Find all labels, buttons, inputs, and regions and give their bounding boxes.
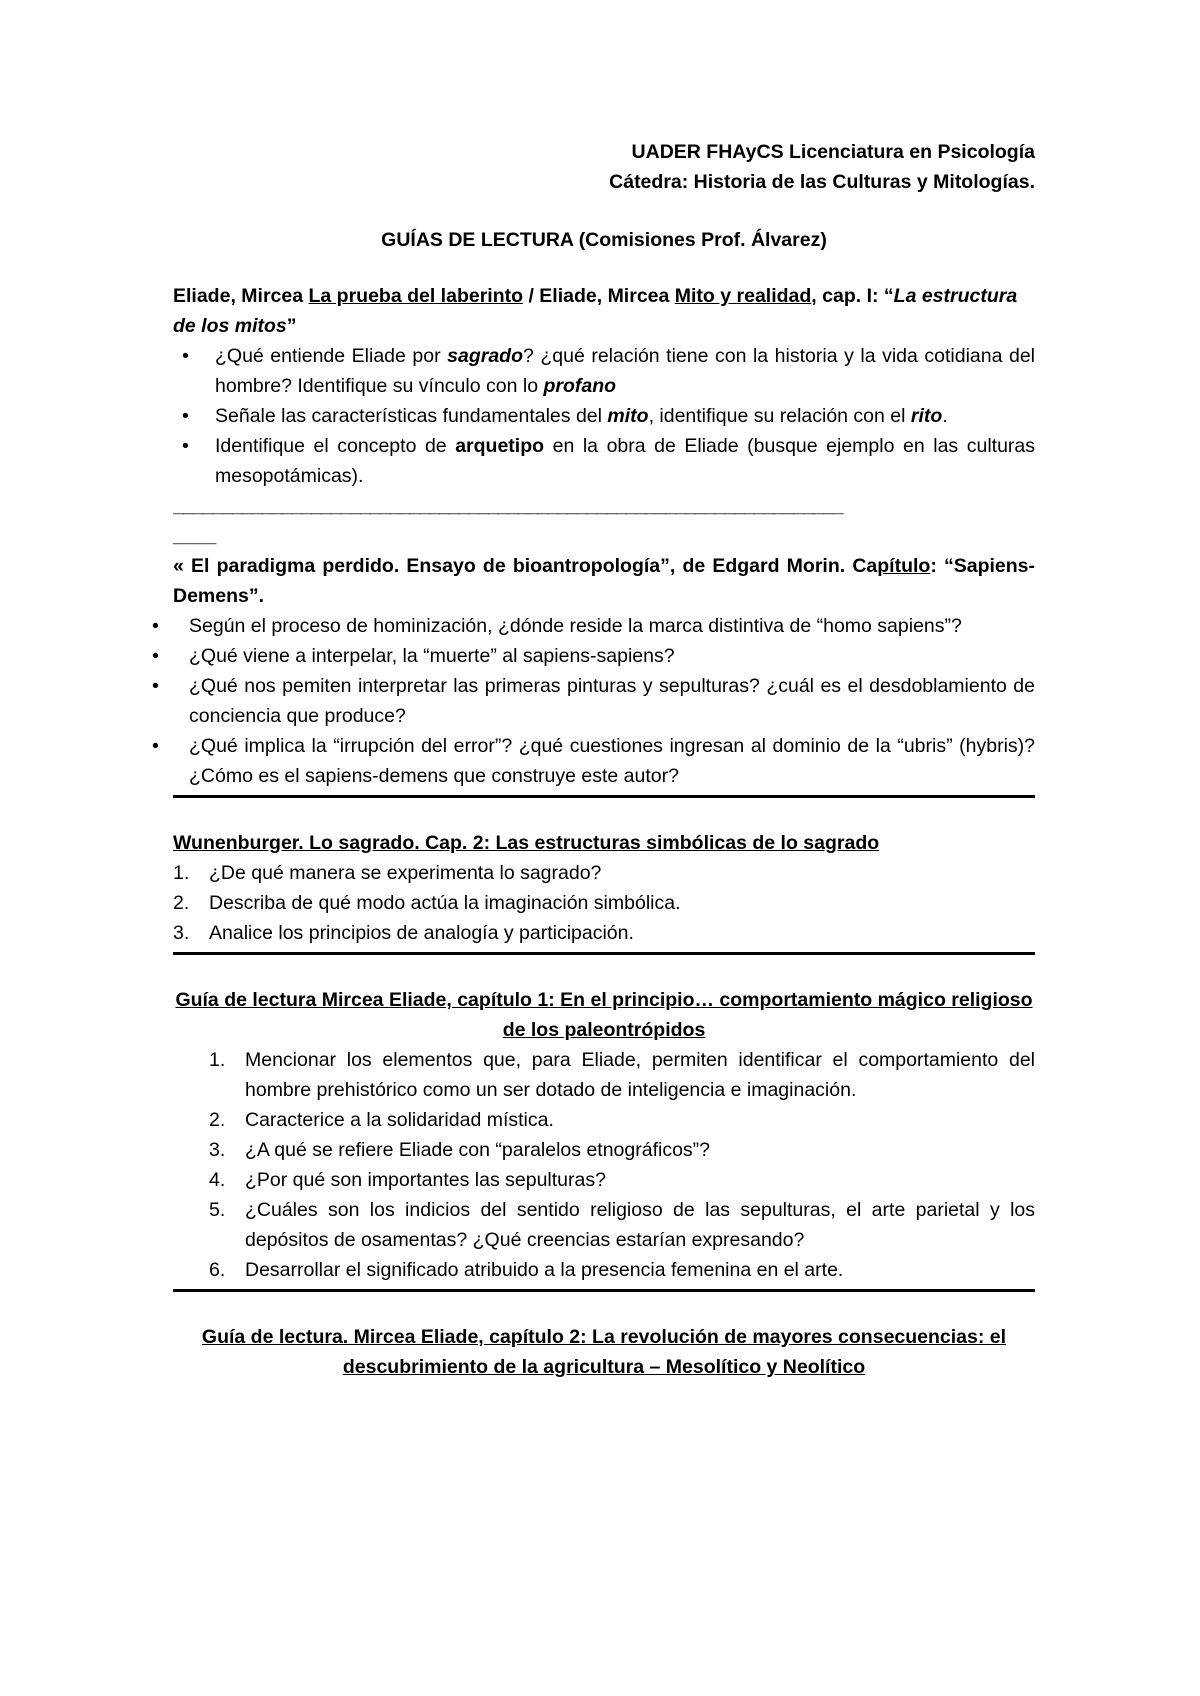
section4-title: Guía de lectura Mircea Eliade, capítulo 1: En el principio… comportamiento mágico religioso de los paleontrópidos [175,989,1033,1041]
header-chair: Cátedra: Historia de las Culturas y Mitologías. [609,171,1035,193]
list-item: • Según el proceso de hominización, ¿dónde reside la marca distintiva de “homo sapiens”? [180,611,1035,641]
list-item: 1. ¿De qué manera se experimenta lo sagrado? [173,862,602,884]
list-item: 4. ¿Por qué son importantes las sepulturas? [209,1169,606,1191]
list-item: 2. Caracterice a la solidaridad mística. [209,1109,554,1131]
ref-author-2: / Eliade, Mircea [523,285,675,307]
list-item: • ¿Qué nos pemiten interpretar las primeras pinturas y sepulturas? ¿cuál es el desdoblamiento de conciencia que produce? [180,671,1035,731]
section5-title: Guía de lectura. Mircea Eliade, capítulo 2: La revolución de mayores consecuencias: el descubrimiento de la agricultura – Mesolítico y Neolítico [201,1326,1007,1378]
section2-questions [180,611,1035,791]
ref-chapter-title: La estructura de los mitos [173,285,1018,337]
list-item: 1. Mencionar los elementos que, para Eliade, permiten identificar el comportamiento del hombre prehistórico como un ser dotado de inteligencia e imaginación. [209,1049,1035,1101]
divider [173,795,1035,798]
list-item: 5. ¿Cuáles son los indicios del sentido religioso de las sepulturas, el arte parietal y los depósitos de osamentas? ¿Qué creencias estarían expresando? [209,1199,1035,1251]
section4-questions [173,1045,1035,1285]
section3-title: Wunenburger. Lo sagrado. Cap. 2: Las estructuras simbólicas de lo sagrado [173,832,880,854]
list-item: 6. Desarrollar el significado atribuido a la presencia femenina en el arte. [209,1259,844,1281]
separator-line: ____________________________________________________________________ [173,495,843,517]
document-content [173,137,1035,1382]
section3-questions [173,858,1035,948]
divider [173,1289,1035,1292]
divider [173,952,1035,955]
ref-book-2: Mito y realidad [674,285,812,307]
ref-close-quote: ” [286,315,297,337]
list-item: • ¿Qué entiende Eliade por sagrado? ¿qué relación tiene con la historia y la vida cotidiana del hombre? Identifique su vínculo con lo profano [173,341,1035,401]
document-header [173,137,1035,197]
list-item: • Identifique el concepto de arquetipo en la obra de Eliade (busque ejemplo en las culturas mesopotámicas). [173,431,1035,491]
section1-questions [173,341,1035,491]
section1-reference [173,281,1035,341]
list-item: • ¿Qué viene a interpelar, la “muerte” al sapiens-sapiens? [180,641,1035,671]
list-item: 3. ¿A qué se refiere Eliade con “paralelos etnográficos”? [209,1139,711,1161]
list-item: • ¿Qué implica la “irrupción del error”? ¿qué cuestiones ingresan al dominio de la “ubris” (hybris)? ¿Cómo es el sapiens-demens que construye este autor? [180,731,1035,791]
separator-tail: ____ [173,525,217,547]
document-title: GUÍAS DE LECTURA (Comisiones Prof. Álvarez) [381,229,827,251]
list-item: • Señale las características fundamentales del mito, identifique su relación con el rito. [173,401,1035,431]
ref-chapter: , cap. I: “ [811,285,894,307]
list-item: 2. Describa de qué modo actúa la imaginación simbólica. [173,892,681,914]
header-institution: UADER FHAyCS Licenciatura en Psicología [631,141,1035,163]
section2-reference: « El paradigma perdido. Ensayo de bioantropología”, de Edgard Morin. Capítulo: “Sapiens-Demens”. [173,555,1035,607]
list-item: 3. Analice los principios de analogía y participación. [173,922,634,944]
ref-book-1: La prueba del laberinto [308,285,524,307]
ref-author: Eliade, Mircea [173,285,309,307]
